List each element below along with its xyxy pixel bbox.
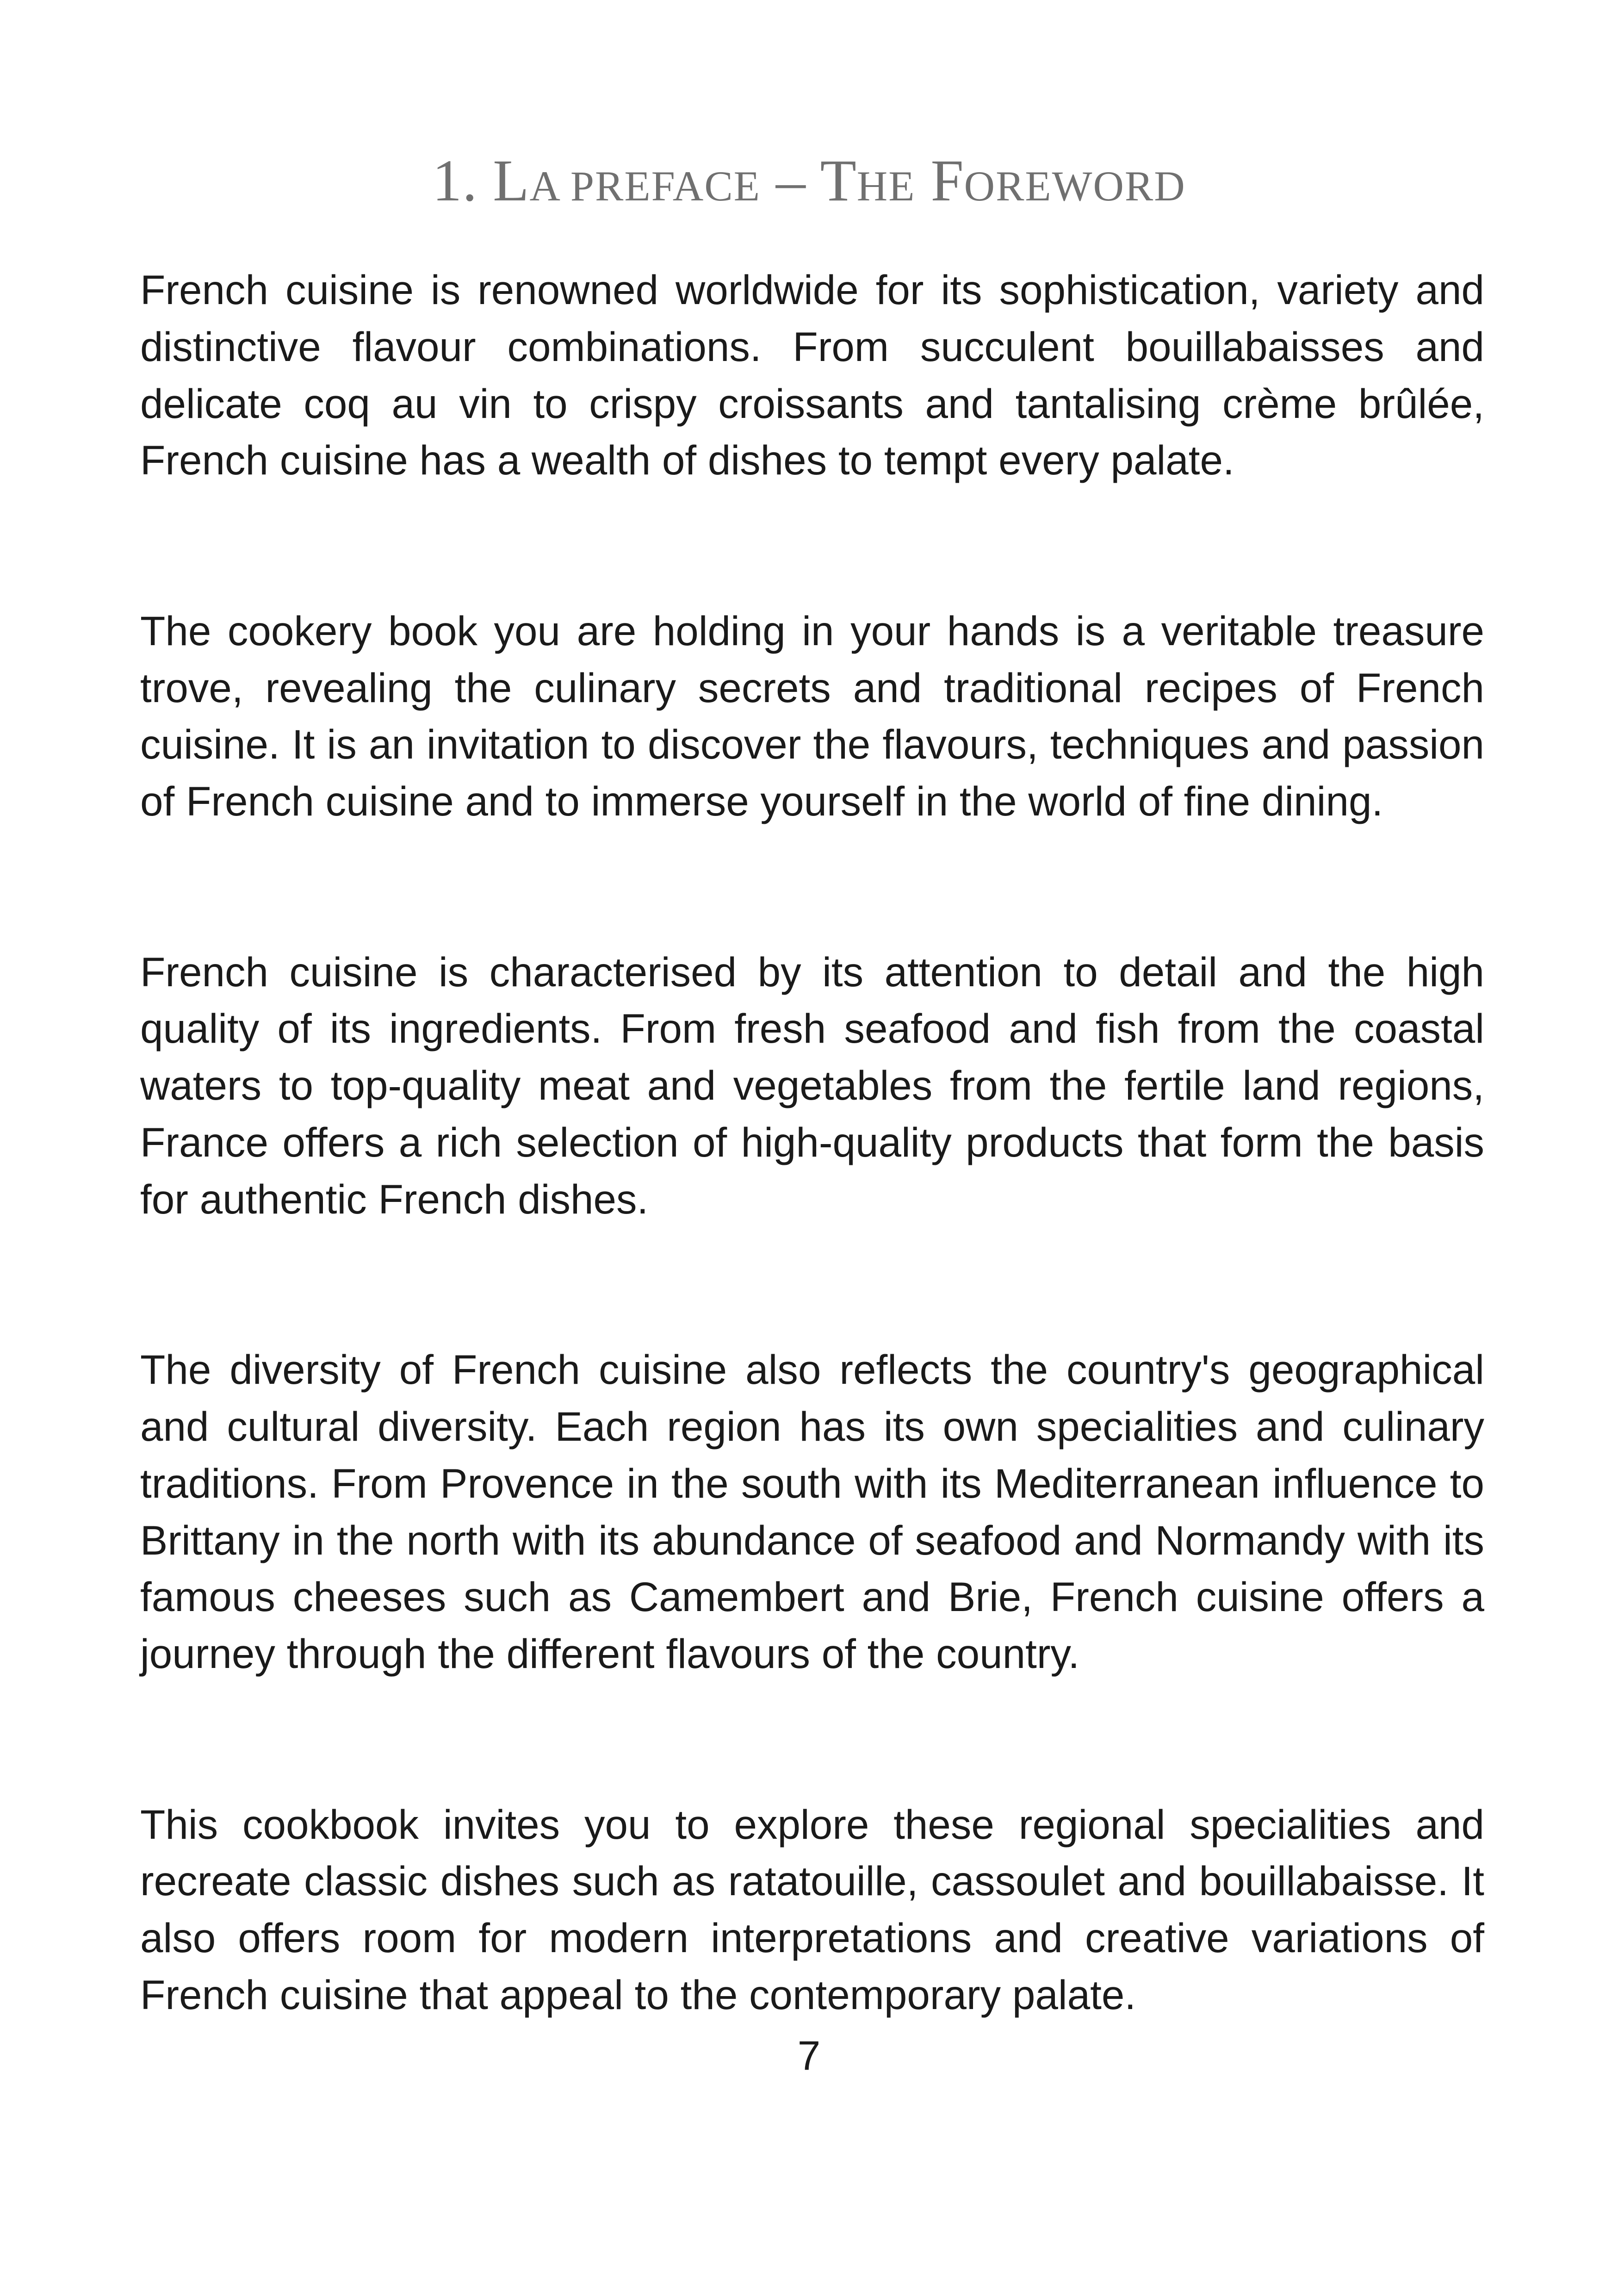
chapter-title (0, 139, 1618, 228)
title-fr-rest: A PREFACE (529, 162, 761, 210)
body-text (140, 261, 1484, 2023)
paragraph-3: French cuisine is characterised by its attention to detail and the high quality of its ingredients. From fresh seafood and fish from the coastal waters to top-quality meat and vegetables from the fertile land regions, France offers a rich selection of high-quality products that form the basis for authentic French dishes. (140, 948, 1484, 1222)
title-en-rest-2: OREWORD (964, 162, 1186, 210)
title-en-rest-1: HE (856, 162, 916, 210)
paragraph-2: The cookery book you are holding in your hands is a veritable treasure trove, revealing the culinary secrets and traditional recipes of French cuisine. It is an invitation to discover the flavours, techniques and passion of French cuisine and to immerse yourself in the world of fine dining. (140, 607, 1484, 825)
paragraph-1: French cuisine is renowned worldwide for its sophistication, variety and distinctive flavour combinations. From succulent bouillabaisses and delicate coq au vin to crispy croissants and tantalising crème brûlée, French cuisine has a wealth of dishes to tempt every palate. (140, 267, 1484, 484)
title-en-initial-2: F (930, 148, 964, 213)
page-number: 7 (797, 2032, 821, 2078)
title-fr-initial: L (493, 148, 530, 213)
paragraph-5: This cookbook invites you to explore these regional specialities and recreate classic dishes such as ratatouille, cassoulet and bouillabaisse. It also offers room for modern interpretations and creative variations of French cuisine that appeal to the contemporary palate. (140, 1801, 1484, 2018)
paragraph-4: The diversity of French cuisine also reflects the country's geographical and cultural diversity. Each region has its own specialities and culinary traditions. From Provence in the south with its Mediterranean influence to Brittany in the north with its abundance of seafood and Normandy with its famous cheeses such as Camembert and Brie, French cuisine offers a journey through the different flavours of the country. (140, 1346, 1484, 1677)
chapter-number: 1. (432, 148, 478, 213)
title-dash: – (775, 148, 806, 213)
title-en-initial-1: T (820, 148, 857, 213)
